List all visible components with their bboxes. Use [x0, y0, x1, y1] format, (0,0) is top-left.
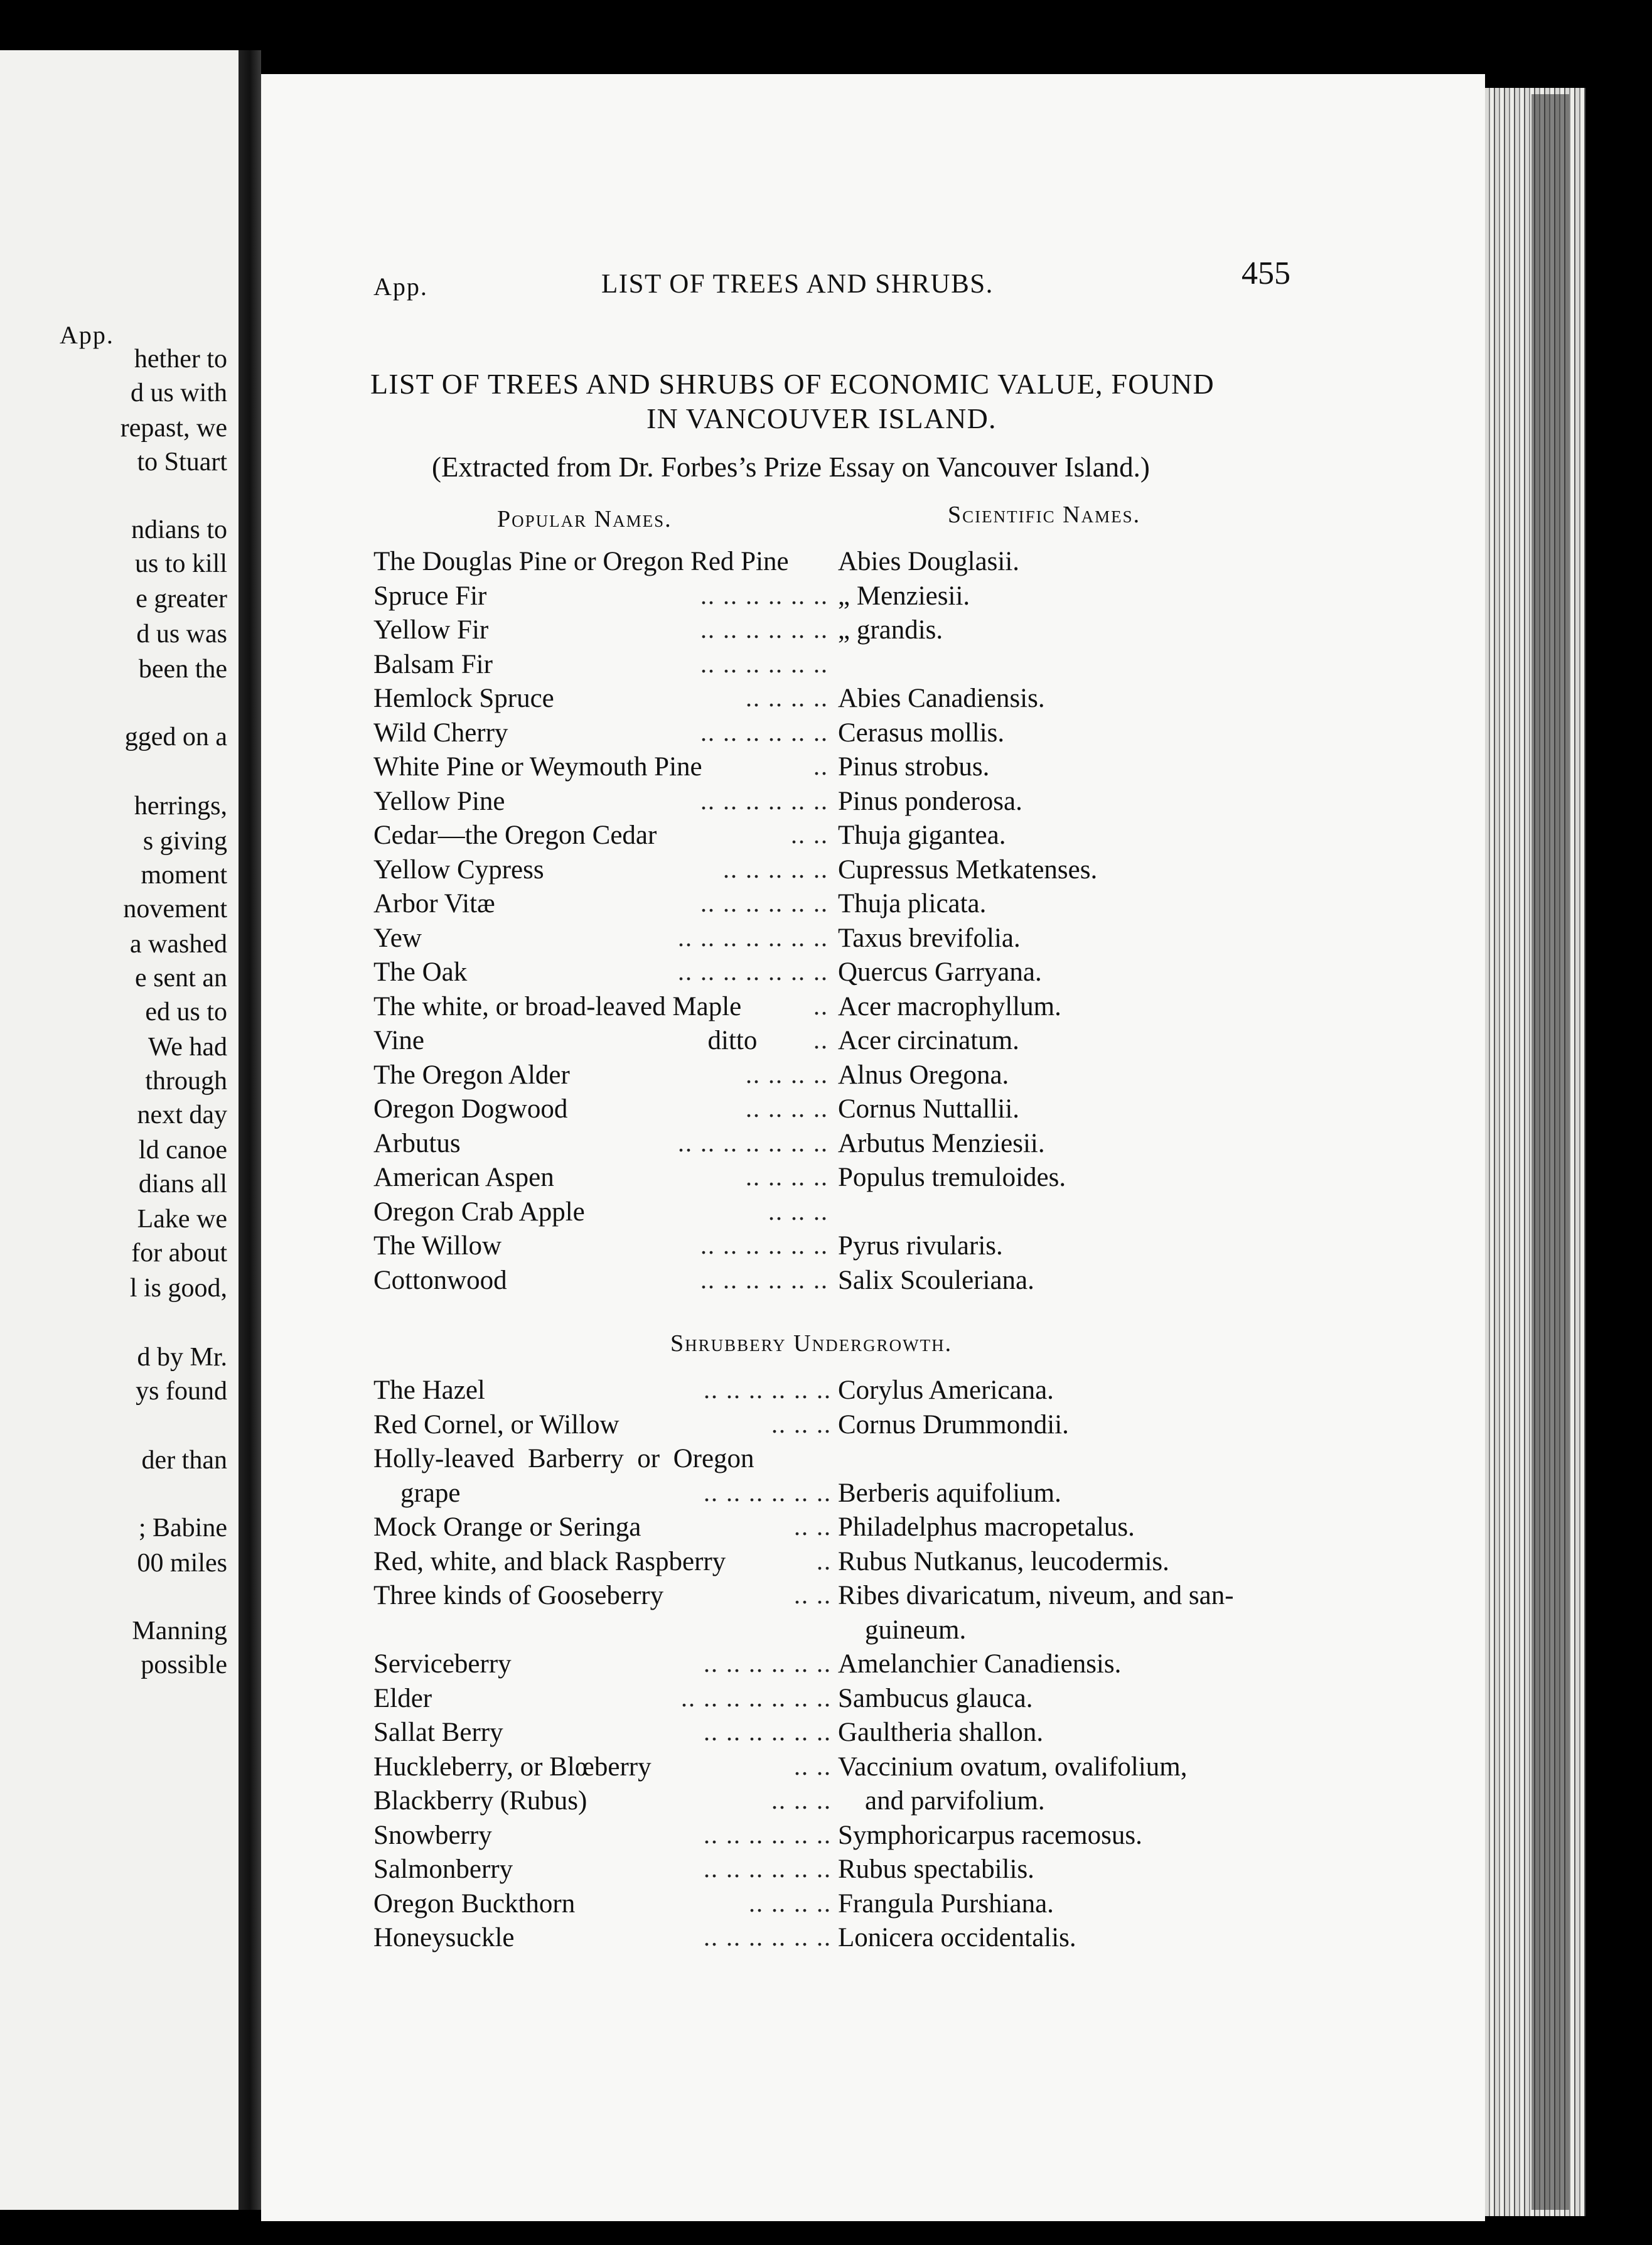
popular-name: Yellow Fir	[373, 615, 489, 645]
popular-name: Oregon Buckthorn	[373, 1888, 576, 1919]
left-page-line: e greater	[136, 584, 227, 613]
leader-dots: .. .. .. ..	[746, 1163, 829, 1191]
popular-name: The Oregon Alder	[373, 1060, 570, 1090]
popular-name: Cottonwood	[373, 1265, 507, 1295]
popular-name: Elder	[373, 1683, 432, 1713]
running-title: LIST OF TREES AND SHRUBS.	[601, 269, 994, 299]
previous-page	[0, 50, 239, 2210]
left-page-line: ; Babine	[138, 1514, 227, 1542]
scientific-name: Rubus spectabilis.	[838, 1855, 1034, 1884]
page-edges-shadow	[1531, 94, 1569, 2210]
left-page-line: der than	[141, 1446, 227, 1475]
plant-row	[373, 1854, 1315, 1889]
scientific-name: Thuja plicata.	[838, 889, 987, 918]
plant-row	[373, 1820, 1315, 1855]
popular-name: Three kinds of Gooseberry	[373, 1581, 664, 1610]
plant-row	[373, 888, 1315, 923]
left-page-line: 00 miles	[137, 1549, 227, 1578]
leader-dots: .. ..	[791, 821, 829, 849]
leader-dots: ..	[813, 752, 829, 780]
leader-dots: .. .. .. .. .. ..	[700, 718, 829, 746]
popular-name: Blackberry (Rubus)	[373, 1786, 587, 1816]
left-page-line: ndians to	[131, 515, 227, 544]
left-page-line: novement	[123, 895, 227, 923]
leader-dots: .. ..	[794, 1752, 832, 1780]
plant-row	[373, 1375, 1315, 1410]
popular-name: Snowberry	[373, 1820, 492, 1850]
popular-name: Yellow Cypress	[373, 854, 544, 885]
shrubbery-header: Shrubbery Undergrowth.	[670, 1330, 953, 1357]
plant-row	[373, 1580, 1315, 1615]
book-gutter	[239, 50, 261, 2210]
left-page-line: s giving	[142, 827, 227, 856]
popular-name: The Oak	[373, 957, 468, 987]
plant-row	[373, 1094, 1315, 1129]
popular-name: Cedar—the Oregon Cedar	[373, 821, 657, 850]
left-page-line: to Stuart	[137, 448, 227, 476]
scientific-name: Thuja gigantea.	[838, 821, 1006, 850]
plant-row	[373, 957, 1315, 992]
scientific-name: Taxus brevifolia.	[838, 923, 1021, 953]
popular-name: The Douglas Pine or Oregon Red Pine	[373, 547, 789, 576]
popular-name: Yellow Pine	[373, 786, 505, 816]
page-number: 455	[1242, 256, 1290, 291]
leader-dots: .. .. .. .. .. .. ..	[678, 1128, 829, 1157]
running-head-app: App.	[373, 272, 428, 301]
popular-name: Arbutus	[373, 1128, 461, 1158]
plant-row	[373, 1265, 1315, 1300]
scientific-name: Abies Canadiensis.	[838, 684, 1045, 713]
plant-row	[373, 1546, 1315, 1581]
left-running-head: App.	[60, 321, 114, 349]
scientific-name: Amelanchier Canadiensis.	[838, 1649, 1122, 1679]
plant-row	[373, 923, 1315, 958]
left-page-line: We had	[148, 1033, 227, 1062]
left-page-line: for about	[131, 1239, 227, 1268]
left-page-line: moment	[141, 861, 227, 890]
plant-row	[373, 1025, 1315, 1060]
list-title-line-2: IN VANCOUVER ISLAND.	[646, 402, 997, 434]
plant-row	[373, 1649, 1315, 1684]
scientific-name: Lonicera occidentalis.	[838, 1923, 1076, 1952]
leader-dots: .. .. ..	[768, 1197, 829, 1225]
scientific-name: „ Menziesii.	[838, 581, 970, 611]
left-page-line: ys found	[136, 1377, 227, 1406]
leader-dots: .. ..	[794, 1581, 832, 1609]
left-page-line: repast, we	[120, 414, 227, 443]
popular-name: Red Cornel, or Willow	[373, 1409, 620, 1440]
plant-row	[373, 1197, 1315, 1232]
plant-row	[373, 1683, 1315, 1718]
scientific-name: Acer macrophyllum.	[838, 991, 1061, 1021]
popular-name: Wild Cherry	[373, 718, 508, 748]
left-page-line: us to kill	[134, 549, 227, 578]
plant-row	[373, 1230, 1315, 1266]
left-page-line: Manning	[132, 1617, 227, 1645]
plant-row	[373, 581, 1315, 616]
plant-row	[373, 1478, 1315, 1513]
leader-dots: .. .. .. ..	[746, 1060, 829, 1089]
scientific-name: Symphoricarpus racemosus.	[838, 1820, 1142, 1850]
plant-row	[373, 1512, 1315, 1547]
scientific-name: Frangula Purshiana.	[838, 1888, 1054, 1919]
popular-names-header: Popular Names.	[497, 506, 672, 532]
leader-dots: .. .. .. .. .. ..	[700, 1231, 829, 1259]
popular-name: Salmonberry	[373, 1855, 513, 1884]
popular-name: The Hazel	[373, 1376, 485, 1405]
popular-name: Huckleberry, or Blœberry	[373, 1752, 652, 1782]
plant-row	[373, 751, 1315, 787]
popular-name: Red, white, and black Raspberry	[373, 1546, 726, 1576]
left-page-line: Lake we	[137, 1205, 227, 1234]
leader-dots: .. .. .. .. .. ..	[700, 889, 829, 917]
leader-dots: .. .. .. ..	[749, 1888, 832, 1917]
plant-row	[373, 546, 1315, 581]
plant-row	[373, 615, 1315, 650]
leader-dots: .. .. .. .. .. ..	[700, 581, 829, 610]
left-page-line: d us with	[130, 379, 227, 407]
leader-dots: .. ..	[794, 1512, 832, 1541]
popular-name: Oregon Dogwood	[373, 1094, 568, 1124]
leader-dots: .. .. .. ..	[746, 684, 829, 712]
plant-row	[373, 718, 1315, 753]
popular-name: White Pine or Weymouth Pine	[373, 752, 702, 782]
scientific-name: Philadelphus macropetalus.	[838, 1512, 1135, 1542]
plant-row	[373, 1443, 1315, 1478]
scientific-name: Arbutus Menziesii.	[838, 1128, 1045, 1158]
scientific-name: Pyrus rivularis.	[838, 1231, 1003, 1261]
scientific-name: Cerasus mollis.	[838, 718, 1005, 748]
popular-name: The white, or broad-leaved Maple	[373, 991, 742, 1021]
scientific-name: Populus tremuloides.	[838, 1163, 1066, 1192]
left-page-line: been the	[138, 655, 227, 684]
left-page-line: gged on a	[124, 723, 227, 751]
popular-name: grape	[373, 1478, 461, 1508]
scientific-name: Pinus ponderosa.	[838, 786, 1022, 816]
leader-dots: .. .. .. .. .. .. ..	[678, 923, 829, 952]
popular-name: American Aspen	[373, 1163, 554, 1192]
left-page-line: through	[145, 1067, 227, 1096]
leader-dots: .. .. ..	[771, 1786, 832, 1814]
popular-name: Spruce Fir	[373, 581, 487, 611]
plant-row	[373, 1922, 1315, 1957]
scientific-name: „ grandis.	[838, 615, 943, 645]
plant-row	[373, 1615, 1315, 1650]
leader-dots: ..	[817, 1546, 832, 1575]
plant-row	[373, 1888, 1315, 1924]
list-title-line-1: LIST OF TREES AND SHRUBS OF ECONOMIC VALUE, FOUND	[370, 368, 1215, 400]
popular-name: The Willow	[373, 1231, 502, 1261]
plant-row	[373, 991, 1315, 1026]
leader-dots: .. .. .. .. .. ..	[704, 1855, 832, 1883]
leader-dots: .. .. .. .. ..	[723, 854, 829, 883]
popular-name: Vine ditto	[373, 1026, 758, 1055]
scientific-name: Vaccinium ovatum, ovalifolium,	[838, 1752, 1188, 1782]
popular-name: Serviceberry	[373, 1649, 512, 1679]
plant-row	[373, 1717, 1315, 1752]
plant-row	[373, 683, 1315, 718]
scientific-name: and parvifolium.	[838, 1786, 1045, 1816]
leader-dots: .. .. .. .. .. ..	[704, 1820, 832, 1849]
scientific-name: Alnus Oregona.	[838, 1060, 1009, 1090]
left-page-line: possible	[141, 1650, 227, 1679]
plant-row	[373, 1752, 1315, 1787]
scientific-name: Salix Scouleriana.	[838, 1265, 1034, 1295]
left-page-line: d us was	[136, 620, 227, 649]
scientific-name: Abies Douglasii.	[838, 547, 1020, 576]
plant-row	[373, 1060, 1315, 1095]
scientific-name: Pinus strobus.	[838, 752, 990, 782]
leader-dots: .. .. .. .. .. ..	[704, 1649, 832, 1677]
leader-dots: .. .. .. .. .. ..	[704, 1478, 832, 1507]
leader-dots: ..	[813, 1026, 829, 1054]
plant-row	[373, 820, 1315, 855]
left-page-line: l is good,	[129, 1274, 227, 1303]
scientific-name: Cupressus Metkatenses.	[838, 854, 1098, 885]
left-page-line: e sent an	[135, 964, 227, 993]
popular-name: Yew	[373, 923, 422, 953]
left-page-line: herrings,	[134, 792, 227, 821]
popular-name: Balsam Fir	[373, 649, 493, 679]
leader-dots: .. .. .. .. .. ..	[704, 1718, 832, 1746]
scientific-name: Rubus Nutkanus, leucodermis.	[838, 1546, 1169, 1576]
plant-row	[373, 1128, 1315, 1163]
left-page-line: next day	[137, 1101, 227, 1129]
scientific-name: Quercus Garryana.	[838, 957, 1042, 987]
left-page-line: d by Mr.	[137, 1343, 227, 1372]
scientific-name: guineum.	[838, 1615, 967, 1645]
left-page-text	[0, 50, 239, 2210]
leader-dots: ..	[813, 991, 829, 1020]
left-page-line: ed us to	[145, 998, 227, 1026]
plant-row	[373, 1409, 1315, 1445]
popular-name: Holly-leaved Barberry or Oregon	[373, 1444, 754, 1473]
leader-dots: .. .. .. .. .. .. ..	[678, 957, 829, 986]
scientific-name: Acer circinatum.	[838, 1026, 1019, 1055]
leader-dots: .. .. .. .. .. ..	[700, 649, 829, 678]
popular-name: Arbor Vitæ	[373, 889, 495, 918]
source-note: (Extracted from Dr. Forbes’s Prize Essay on Vancouver Island.)	[432, 451, 1150, 483]
leader-dots: .. .. .. .. .. ..	[704, 1376, 832, 1404]
scientific-name: Berberis aquifolium.	[838, 1478, 1061, 1508]
leader-dots: .. .. .. .. .. ..	[700, 786, 829, 815]
left-page-line: dians all	[138, 1170, 227, 1198]
leader-dots: .. .. .. .. .. ..	[700, 615, 829, 643]
leader-dots: .. .. ..	[771, 1409, 832, 1438]
popular-name: Hemlock Spruce	[373, 684, 554, 713]
popular-name: Sallat Berry	[373, 1718, 503, 1747]
popular-name: Oregon Crab Apple	[373, 1197, 585, 1227]
scientific-name: Ribes divaricatum, niveum, and san-	[838, 1581, 1234, 1610]
leader-dots: .. .. .. .. .. .. ..	[681, 1683, 832, 1712]
plant-row	[373, 1785, 1315, 1821]
left-page-line: a washed	[129, 930, 227, 959]
scientific-name: Corylus Americana.	[838, 1376, 1054, 1405]
left-page-line: ld canoe	[138, 1136, 227, 1165]
popular-name: Honeysuckle	[373, 1923, 515, 1952]
plant-row	[373, 1162, 1315, 1197]
scientific-name: Cornus Drummondii.	[838, 1409, 1069, 1440]
plant-row	[373, 786, 1315, 821]
leader-dots: .. .. .. .. .. ..	[700, 1265, 829, 1294]
scientific-names-header: Scientific Names.	[948, 502, 1141, 528]
leader-dots: .. .. .. .. .. ..	[704, 1923, 832, 1951]
popular-name: Mock Orange or Seringa	[373, 1512, 641, 1542]
scientific-name: Sambucus glauca.	[838, 1683, 1033, 1713]
plant-row	[373, 649, 1315, 684]
leader-dots: .. .. .. ..	[746, 1094, 829, 1122]
left-page-line: hether to	[134, 345, 227, 374]
plant-row	[373, 854, 1315, 890]
scientific-name: Cornus Nuttallii.	[838, 1094, 1020, 1124]
scientific-name: Gaultheria shallon.	[838, 1718, 1044, 1747]
